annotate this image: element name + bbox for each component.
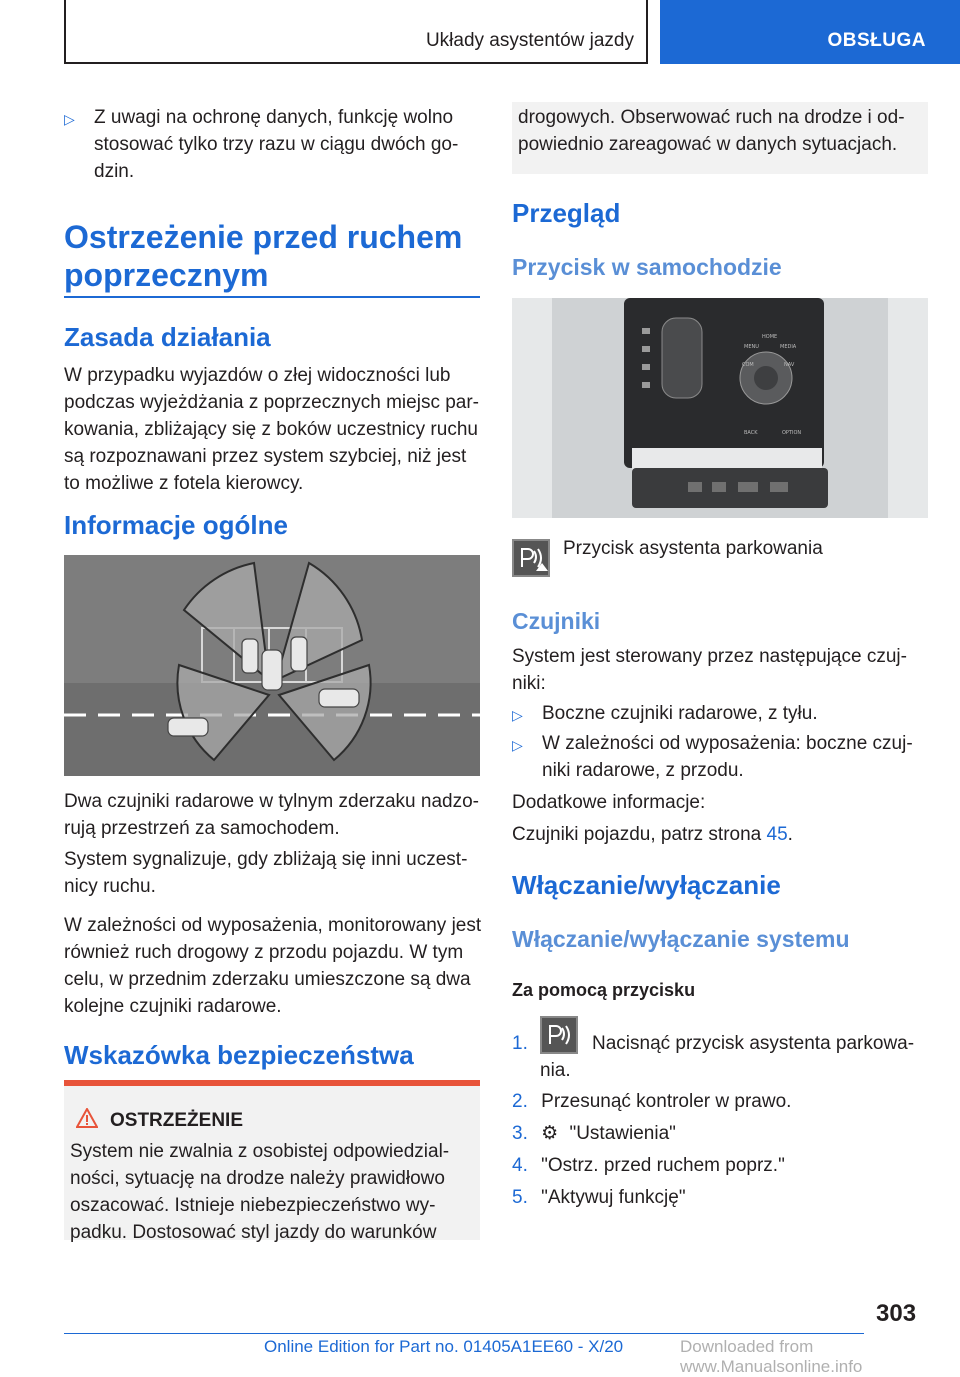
para-sensors: Dwa czujniki radarowe w tylnym zderzaku nadzo- rują przestrzeń za samochodem. (64, 791, 479, 839)
edition-text: Online Edition for Part no. 01405A1EE60 - X/20 (264, 1337, 624, 1356)
step-3: 3. ⚙ "Ustawienia" (512, 1123, 676, 1144)
para-front: W zależności od wyposażenia, monitorowany jest również ruch drogowy z przodu pojazdu. W tym celu, w przednim zderzaku umieszczone są dwa kolejne czujniki radarowe. (64, 915, 482, 1017)
step-5: 5. "Aktywuj funkcję" (512, 1187, 686, 1208)
za-pomoca-label: Za pomocą przycisku (512, 980, 696, 1000)
warning-icon (76, 1108, 98, 1128)
safety-heading: Wskazówka bezpieczeństwa (64, 1040, 414, 1070)
step-1: 1. Nacisnąć przycisk asystenta parkowa- nia. (512, 1030, 932, 1084)
warning-continuation: drogowych. Obserwować ruch na drodze i od- powiednio zareagować w danych sytuacjach. (512, 102, 928, 174)
footer-rule (64, 1333, 864, 1334)
privacy-bullet (64, 104, 480, 185)
chapter-tab-label: OBSŁUGA (827, 30, 926, 51)
console-photo (512, 298, 928, 518)
bullet-triangle-icon: ▷ (64, 111, 75, 127)
warning-box (64, 1080, 480, 1243)
para-signal: System sygnalizuje, gdy zbliżają się inni uczest- nicy ruchu. (64, 849, 468, 897)
console-com-label: COM (742, 362, 754, 368)
chapter-tab[interactable] (660, 0, 960, 64)
page-link[interactable]: 45 (766, 824, 788, 845)
step-2: 2. Przesunąć kontroler w prawo. (512, 1091, 792, 1112)
bullet-line: Z uwagi na ochronę danych, funkcję wolno (94, 107, 454, 128)
bullet-line: dzin. (94, 161, 135, 182)
section-title: Układy asystentów jazdy (425, 30, 634, 51)
button-caption: Przycisk asystenta parkowania (563, 538, 823, 559)
czujniki-intro: System jest sterowany przez następujące czuj- niki: (512, 646, 907, 694)
heading-rule (64, 296, 480, 298)
park-assist-button-icon (540, 1016, 578, 1054)
sensor-item: ▷ Boczne czujniki radarowe, z tyłu. (512, 700, 932, 727)
gear-icon: ⚙ (541, 1123, 559, 1144)
park-assist-button-icon (512, 539, 550, 577)
przycisk-heading: Przycisk w samochodzie (512, 254, 782, 280)
wlacz-heading: Włączanie/wyłączanie (512, 870, 781, 900)
zasada-paragraph: W przypadku wyjazdów o złej widoczności lub podczas wyjeżdżania z poprzecznych miejsc par- kowania, zbliżający się z boków uczestnicy ruchu są rozpoznawani przez system szybciej, niż jest to możliwe z fotela kierowcy. (64, 365, 480, 494)
info-heading: Informacje ogólne (64, 510, 288, 540)
warning-title: OSTRZEŻENIE (110, 1110, 244, 1131)
console-back-label: BACK (744, 430, 758, 436)
wlacz-subheading: Włączanie/wyłączanie systemu (512, 926, 850, 952)
site-watermark[interactable]: Downloaded from www.Manualsonline.info (680, 1337, 960, 1377)
zasada-heading: Zasada działania (64, 322, 271, 352)
chapter-heading: Ostrzeżenie przed ruchem poprzecznym (64, 219, 463, 293)
czujniki-heading: Czujniki (512, 608, 601, 634)
extra-info-label: Dodatkowe informacje: (512, 792, 706, 813)
page-number: 303 (876, 1300, 917, 1327)
warning-text: System nie zwalnia z osobistej odpowiedzial- ności, sytuację na drodze należy prawidłowo oszacować. Istnieje niebezpieczeństwo wy- padku. Dostosować styl jazdy do warunków (70, 1141, 450, 1243)
console-menu-label: MENU (744, 344, 759, 350)
radar-illustration (64, 555, 480, 776)
header-box (64, 0, 648, 64)
bullet-triangle-icon: ▷ (512, 737, 523, 753)
console-nav-label: NAV (784, 362, 795, 368)
page-reference: Czujniki pojazdu, patrz strona 45. (512, 824, 793, 845)
console-option-label: OPTION (782, 430, 802, 436)
przeglad-heading: Przegląd (512, 198, 621, 228)
console-home-label: HOME (762, 334, 778, 340)
console-media-label: MEDIA (780, 344, 797, 350)
step-4: 4. "Ostrz. przed ruchem poprz." (512, 1155, 785, 1176)
bullet-line: stosować tylko trzy razu w ciągu dwóch go- (94, 134, 459, 155)
sensor-item: ▷ W zależności od wyposażenia: boczne czuj- niki radarowe, z przodu. (512, 733, 913, 781)
bullet-triangle-icon: ▷ (512, 707, 523, 723)
